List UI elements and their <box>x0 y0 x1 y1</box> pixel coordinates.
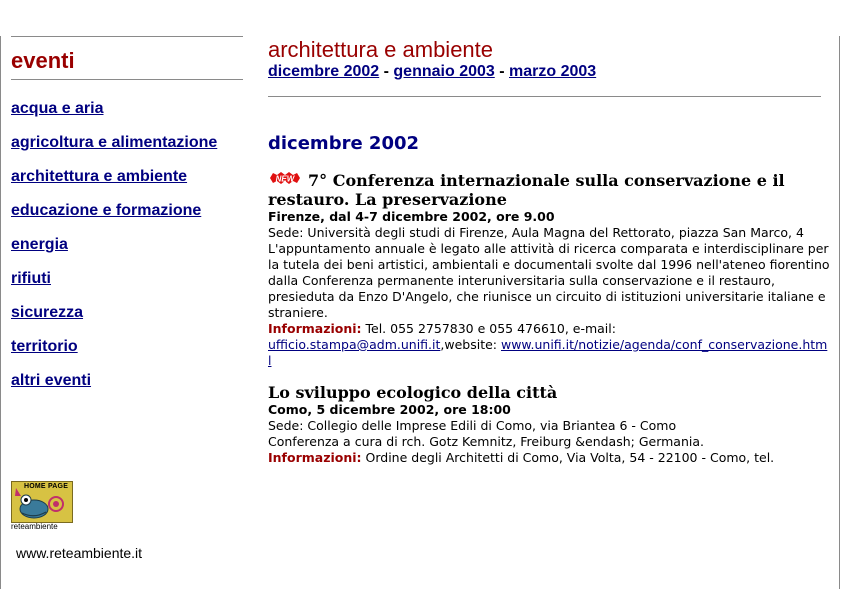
info-label: Informazioni: <box>268 321 362 336</box>
event-item <box>268 383 830 466</box>
event-venue: Sede: Università degli studi di Firenze, Aula Magna del Rettorato, piazza San Marco, 4 <box>268 225 804 240</box>
info-text: Ordine degli Architetti di Como, Via Volta, 54 - 22100 - Como, tel. <box>361 450 775 465</box>
date-separator: - <box>379 63 394 80</box>
new-badge-text: NEW <box>275 174 295 184</box>
logo-caption: reteambiente <box>11 522 58 531</box>
sidebar-item-educazione[interactable]: educazione e formazione <box>11 202 202 219</box>
sidebar-item-sicurezza[interactable]: sicurezza <box>11 304 84 321</box>
sidebar-title: eventi <box>11 48 75 73</box>
header-divider <box>268 96 821 97</box>
sidebar-item-energia[interactable]: energia <box>11 236 68 253</box>
section-heading: dicembre 2002 <box>268 133 420 154</box>
date-navigation <box>268 62 830 82</box>
main-content <box>268 36 830 466</box>
logo-image <box>11 481 73 523</box>
page-title: architettura e ambiente <box>268 37 494 62</box>
event-place-date: Firenze, dal 4-7 dicembre 2002, ore 9.00 <box>268 209 555 224</box>
website-label: ,website: <box>440 337 501 352</box>
event-title: Lo sviluppo ecologico della città <box>268 383 558 402</box>
date-link-marzo-2003[interactable]: marzo 2003 <box>509 63 597 80</box>
date-link-gennaio-2003[interactable]: gennaio 2003 <box>393 63 495 80</box>
date-separator: - <box>494 63 509 80</box>
sidebar-item-agricoltura[interactable]: agricoltura e alimentazione <box>11 134 218 151</box>
home-page-logo[interactable] <box>11 481 71 531</box>
info-label: Informazioni: <box>268 450 362 465</box>
logo-top-text: HOME PAGE <box>24 483 69 490</box>
sidebar-title-divider <box>11 79 243 80</box>
footer-url: www.reteambiente.it <box>16 545 143 561</box>
event-description: L'appuntamento annuale è legato alle attività di ricerca comparata e interdisciplinare per la tutela dei beni artistici, ambientali e documentali svolte dal 1996 nell'ateneo fiorentino dalla Conferenza permanente interuniversitaria sulla conservazione e il restauro, presieduta da Enzo D'Angelo, che riunisce un circuito di istituzioni universitarie italiane e straniere. <box>268 241 830 320</box>
event-info <box>268 321 830 369</box>
event-venue: Sede: Collegio delle Imprese Edili di Como, via Briantea 6 - Como <box>268 418 677 433</box>
event-title-text: 7° Conferenza internazionale sulla conservazione e il restauro. La preservazione <box>268 171 785 209</box>
sidebar-top-divider <box>11 36 243 37</box>
sidebar-item-territorio[interactable]: territorio <box>11 338 78 355</box>
left-border <box>0 36 1 589</box>
event-place-date: Como, 5 dicembre 2002, ore 18:00 <box>268 402 511 417</box>
email-link[interactable]: ufficio.stampa@adm.unifi.it <box>268 337 441 352</box>
right-scrollbar-edge[interactable] <box>839 36 840 589</box>
sidebar-item-architettura[interactable]: architettura e ambiente <box>11 168 188 185</box>
new-badge-icon <box>268 171 302 185</box>
event-title <box>268 171 830 209</box>
event-info <box>268 450 830 466</box>
website-link[interactable]: www.unifi.it/notizie/agenda/conf_conservazione.html <box>268 337 828 368</box>
date-link-dicembre-2002[interactable]: dicembre 2002 <box>268 63 380 80</box>
sidebar-item-rifiuti[interactable]: rifiuti <box>11 270 51 287</box>
info-text: Tel. 055 2757830 e 055 476610, e-mail: <box>361 321 616 336</box>
sidebar <box>11 36 243 406</box>
sidebar-item-acqua-e-aria[interactable]: acqua e aria <box>11 100 104 117</box>
event-item <box>268 171 830 369</box>
sidebar-item-altri-eventi[interactable]: altri eventi <box>11 372 92 389</box>
sidebar-nav <box>11 100 243 390</box>
event-description: Conferenza a cura di rch. Gotz Kemnitz, Freiburg &endash; Germania. <box>268 434 704 449</box>
